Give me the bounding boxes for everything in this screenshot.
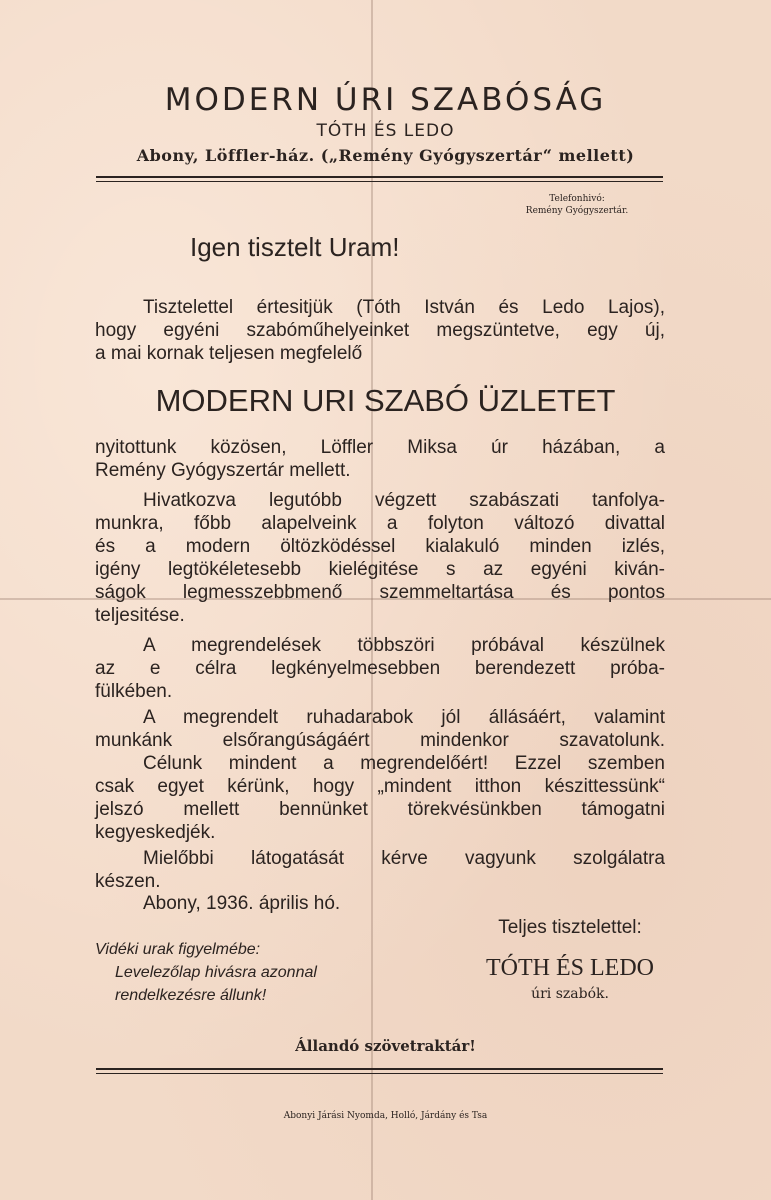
salutation: Igen tisztelt Uram! [190, 232, 400, 262]
text-line: teljesitése. [95, 605, 185, 626]
text-line: igény legtökéletesebb kielégitése s az egyéni kiván- [95, 559, 665, 580]
letterhead-rule-bottom [96, 181, 663, 182]
footer-rule-bottom [96, 1073, 663, 1074]
text-line: munkra, főbb alapelveink a folyton változó divattal [95, 513, 665, 534]
rural-line: Levelezőlap hivásra azonnal [115, 964, 317, 981]
rural-notice [95, 938, 395, 1007]
rural-line: Vidéki urak figyelmébe: [95, 941, 261, 958]
phone-line-1: Telefonhivó: [549, 194, 605, 204]
text-line: A megrendelések többszöri próbával készülnek [143, 635, 665, 656]
visit-paragraph [95, 847, 665, 893]
printer-credit: Abonyi Járási Nyomda, Holló, Járdány és Tsa [283, 1111, 488, 1121]
text-line: ságok legmesszebbmenő szemmeltartása és pontos [95, 582, 665, 603]
letterhead-address: Abony, Löffler-ház. („Remény Gyógyszertár“ mellett) [136, 146, 635, 165]
text-line: Remény Gyógyszertár mellett. [95, 460, 351, 481]
phone-note [502, 193, 652, 217]
text-line: Mielőbbi látogatását kérve vagyunk szolgálatra [143, 848, 665, 869]
text-line: jelszó mellett bennünket törekvésünkben támogatni [95, 799, 665, 820]
text-line: a mai kornak teljesen megfelelő [95, 343, 363, 364]
orders-paragraph [95, 634, 665, 703]
text-line: az e célra legkényelmesebben berendezett próba- [95, 658, 665, 679]
text-line: A megrendelt ruhadarabok jól állásáért, valamint [143, 707, 665, 728]
text-line: Célunk mindent a megrendelőért! Ezzel szemben [143, 753, 665, 774]
phone-line-2: Remény Gyógyszertár. [525, 206, 629, 216]
text-line: kegyeskedjék. [95, 822, 216, 843]
text-line: hogy egyéni szabóműhelyeinket megszüntetve, egy új, [95, 320, 665, 341]
reference-paragraph [95, 489, 665, 627]
date-line: Abony, 1936. április hó. [143, 893, 341, 914]
closing-regards: Teljes tisztelettel: [498, 917, 642, 938]
guarantee-paragraph [95, 706, 665, 752]
headline: MODERN URI SZABÓ ÜZLETET [155, 383, 616, 418]
letterhead-title: MODERN ÚRI SZABÓSÁG [164, 82, 607, 118]
rural-line: rendelkezésre állunk! [115, 987, 267, 1004]
letterhead-rule-top [96, 176, 663, 178]
letterhead-subtitle: TÓTH ÉS LEDO [316, 121, 455, 141]
goal-paragraph [95, 752, 665, 844]
text-line: Tisztelettel értesitjük (Tóth István és Ledo Lajos), [143, 297, 665, 318]
intro-paragraph [95, 296, 665, 365]
closing-name: TÓTH ÉS LEDO [486, 955, 654, 981]
text-line: csak egyet kérünk, hogy „mindent itthon készittessünk“ [95, 776, 665, 797]
text-line: fülkében. [95, 681, 173, 702]
closing-role: úri szabók. [531, 986, 609, 1002]
text-line: Hivatkozva legutóbb végzett szabászati tanfolya- [143, 490, 665, 511]
store-note: Állandó szövetraktár! [295, 1037, 476, 1055]
opened-paragraph [95, 436, 665, 482]
text-line: készen. [95, 871, 161, 892]
closing-block [470, 917, 670, 1002]
text-line: munkánk elsőrangúságáért mindenkor szavatolunk. [95, 730, 665, 751]
text-line: nyitottunk közösen, Löffler Miksa úr házában, a [95, 437, 665, 458]
footer-rule-top [96, 1068, 663, 1070]
text-line: és a modern öltözködéssel kialakuló minden izlés, [95, 536, 665, 557]
